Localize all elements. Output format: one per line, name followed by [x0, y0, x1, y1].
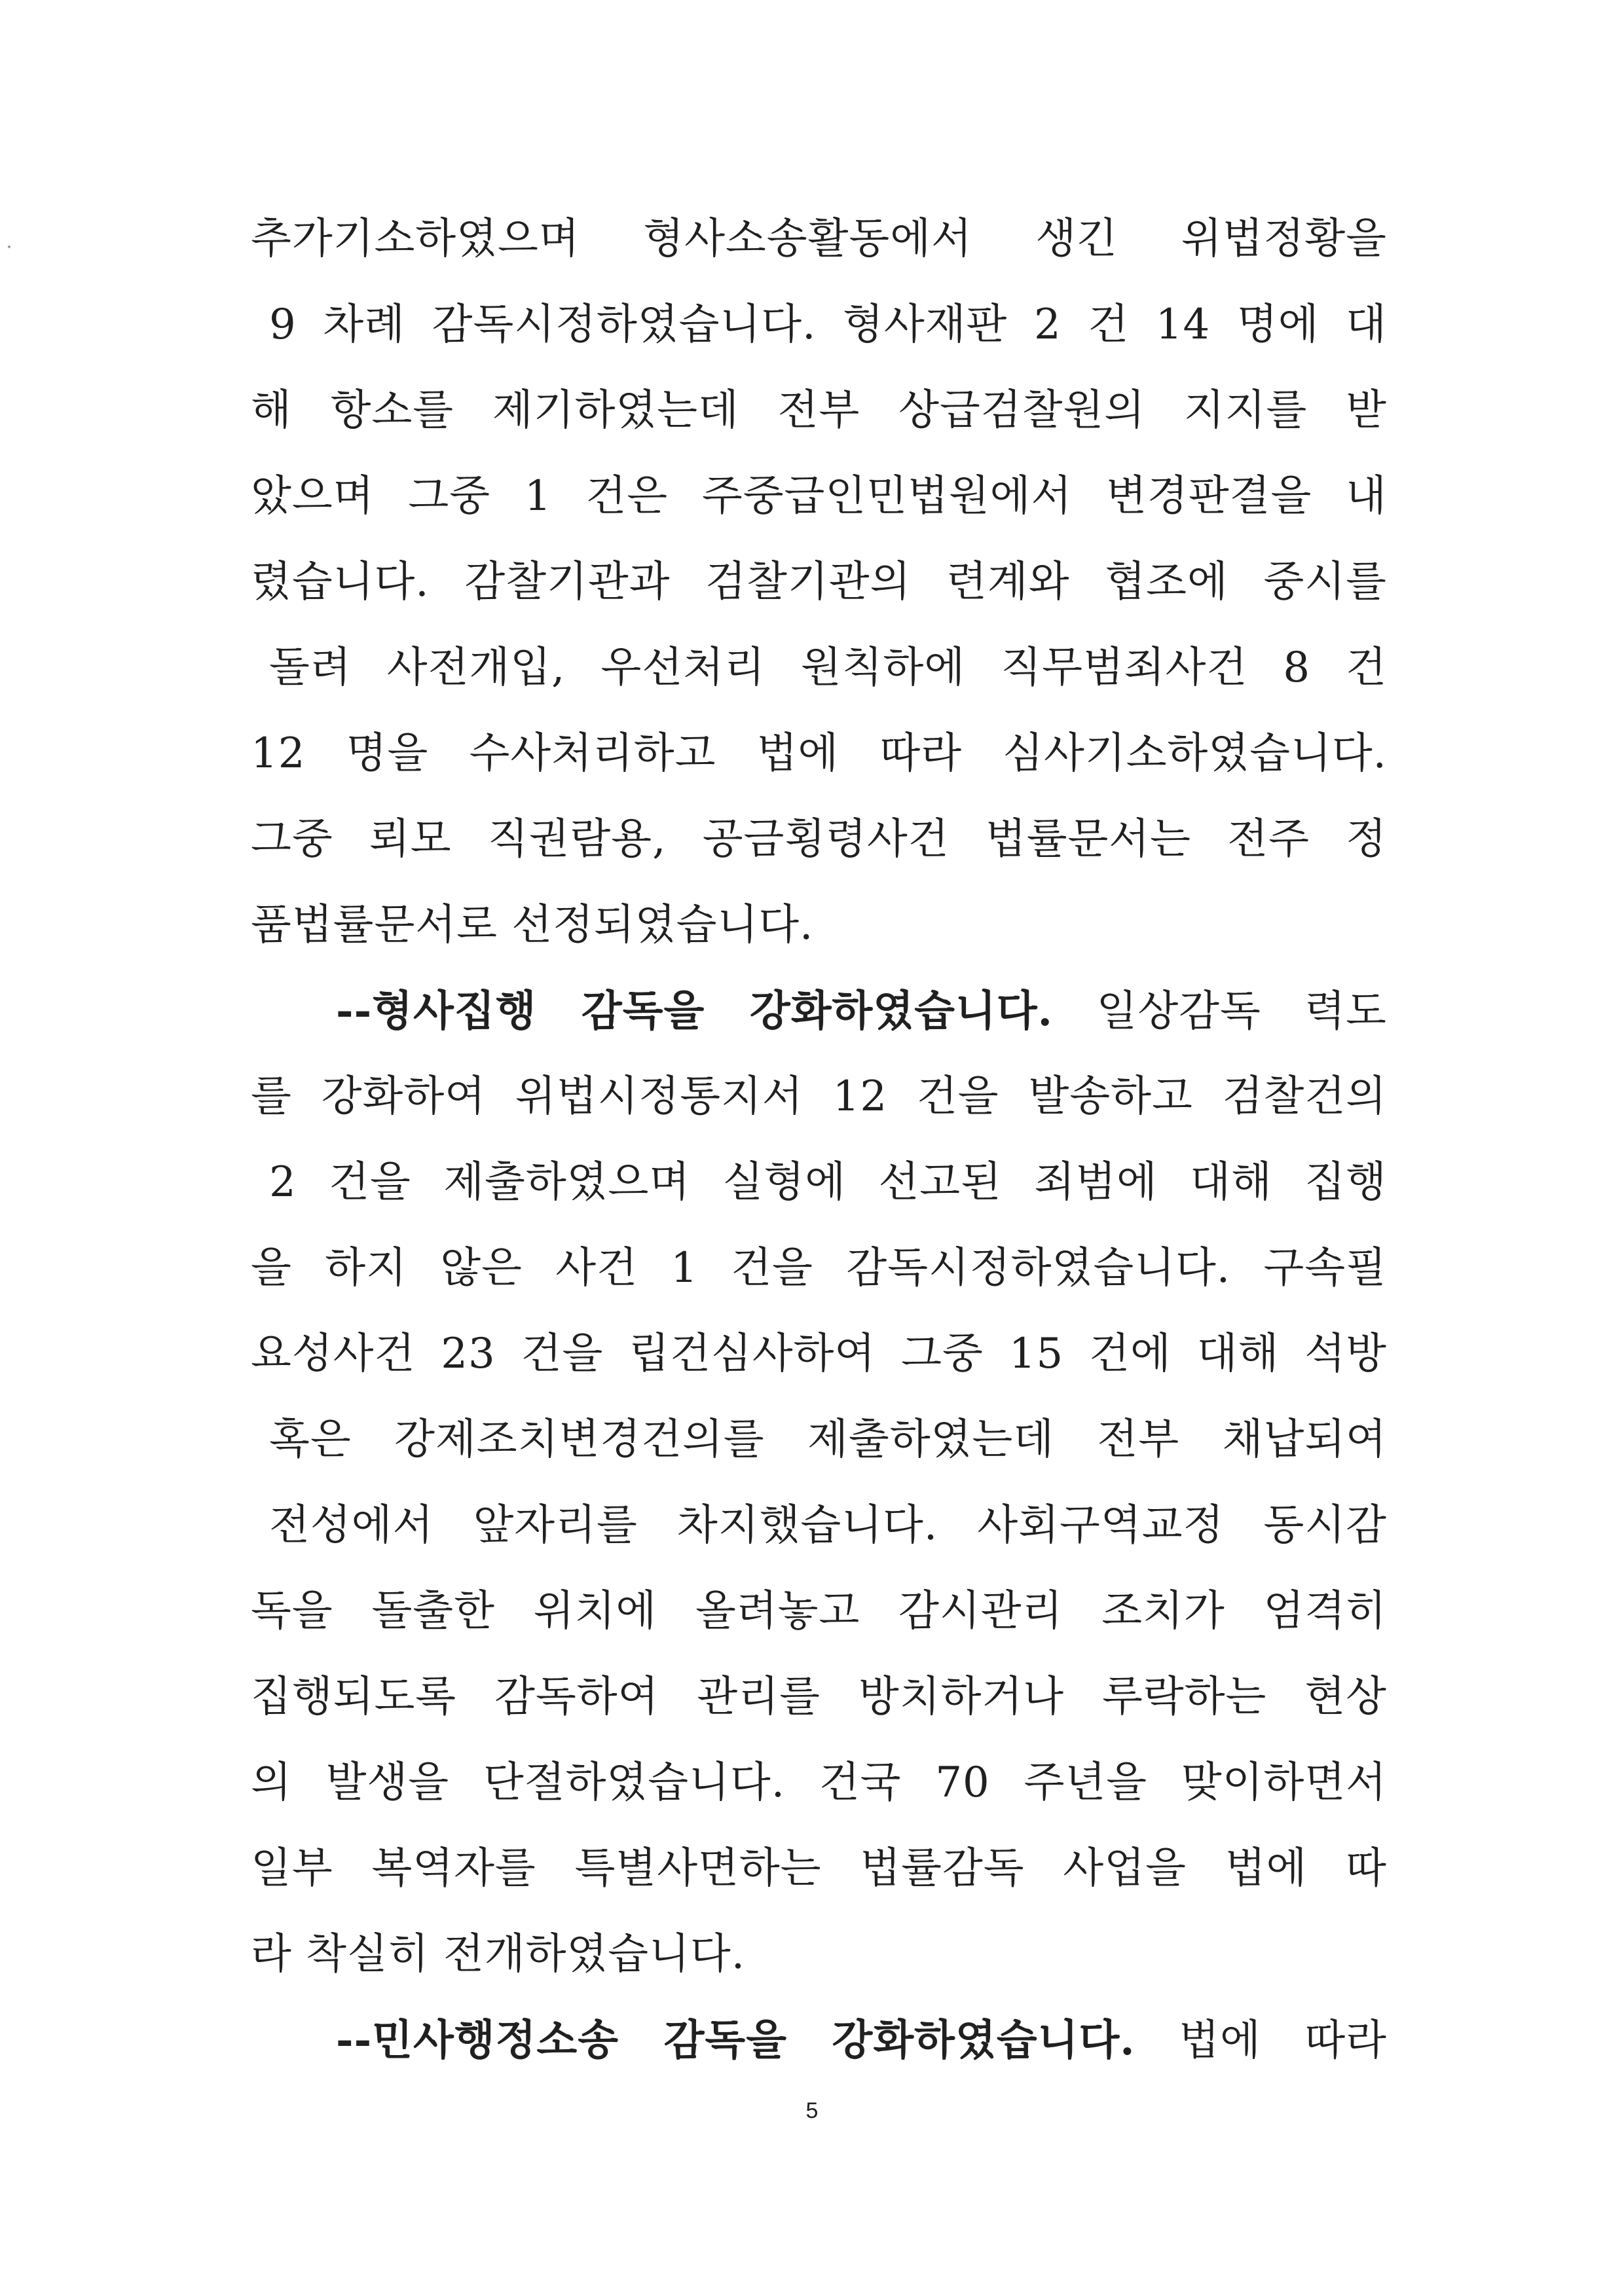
body-text [251, 196, 1387, 2083]
section-heading: --민사행정소송 감독을 강화하였습니다. [336, 2016, 1135, 2065]
text-line: 았으며 그중 1 건은 주중급인민법원에서 변경판결을 내 [251, 472, 1387, 520]
text-line: 추가기소하였으며 형사소송활동에서 생긴 위법정황을 [251, 215, 1387, 263]
scan-speck [8, 246, 10, 248]
text-line: 12 명을 수사처리하고 법에 따라 심사기소하였습니다. [251, 729, 1387, 778]
text-line: 의 발생을 단절하였습니다. 건국 70 주년을 맞이하면서 [251, 1758, 1387, 1807]
text-line: 을 하지 않은 사건 1 건을 감독시정하였습니다. 구속필 [251, 1244, 1387, 1292]
section-heading-line [251, 968, 1387, 1054]
text-line: 돌려 사전개입, 우선처리 원칙하에 직무범죄사건 8 건 [269, 644, 1387, 692]
section-heading-line [251, 1997, 1387, 2083]
text-line: 집행되도록 감독하여 관리를 방치하거나 루락하는 현상 [251, 1673, 1387, 1721]
text-line: 요성사건 23 건을 립건심사하여 그중 15 건에 대해 석방 [251, 1330, 1387, 1378]
text-line: 품법률문서로 선정되였습니다. [251, 901, 814, 949]
heading-continuation: 일상감독 력도 [1052, 987, 1387, 1036]
text-line: 혹은 강제조치변경건의를 제출하였는데 전부 채납되여 [269, 1415, 1387, 1464]
text-line: 일부 복역자를 특별사면하는 법률감독 사업을 법에 따 [251, 1844, 1387, 1893]
page-number: 5 [805, 2098, 819, 2123]
text-line: 렸습니다. 감찰기관과 검찰기관의 련계와 협조에 중시를 [251, 558, 1387, 606]
text-line: 해 항소를 제기하였는데 전부 상급검찰원의 지지를 받 [251, 386, 1387, 435]
text-line: 9 차례 감독시정하였습니다. 형사재판 2 건 14 명에 대 [269, 301, 1387, 349]
section-heading: --형사집행 감독을 강화하였습니다. [336, 987, 1053, 1036]
text-line: 2 건을 제출하였으며 실형에 선고된 죄범에 대해 집행 [269, 1158, 1387, 1207]
text-line: 를 강화하여 위법시정통지서 12 건을 발송하고 검찰건의 [251, 1072, 1387, 1121]
text-line: 독을 돌출한 위치에 올려놓고 감시관리 조치가 엄격히 [251, 1587, 1387, 1635]
text-line: 전성에서 앞자리를 차지했습니다. 사회구역교정 동시감 [269, 1501, 1387, 1550]
heading-continuation: 법에 따라 [1135, 2016, 1388, 2065]
text-line: 라 착실히 전개하였습니다. [251, 1930, 746, 1978]
text-line: 그중 뢰모 직권람용, 공금횡령사건 법률문서는 전주 정 [251, 815, 1387, 864]
